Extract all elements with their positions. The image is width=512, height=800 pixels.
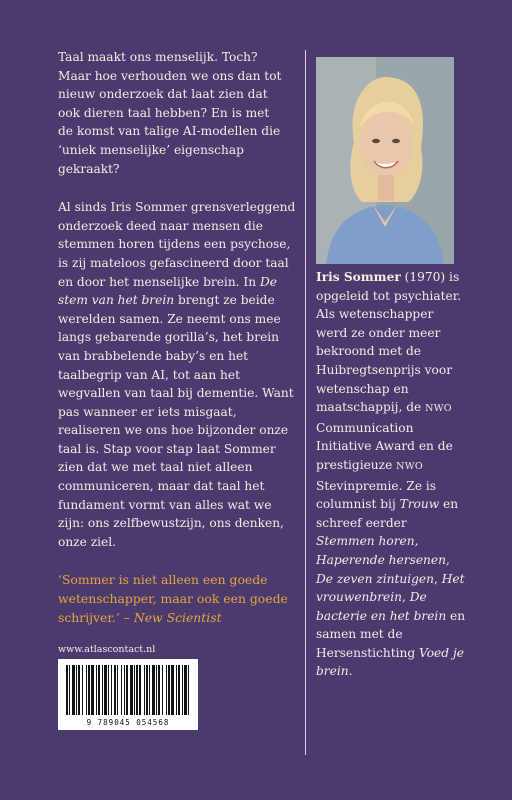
blurb-column <box>58 48 296 627</box>
barcode-bar <box>104 665 107 715</box>
barcode-bar <box>121 665 122 715</box>
barcode-bar <box>162 665 163 715</box>
book-title: De stem van het brein <box>58 274 277 308</box>
bio-text-6: . <box>348 664 353 679</box>
column-divider <box>305 50 306 755</box>
barcode-bar <box>76 665 77 715</box>
barcode-bar <box>124 665 125 715</box>
bio-text-2: Communication Initiative Award en de prestigieuze <box>316 420 453 472</box>
bio-newspaper: Trouw <box>399 497 440 512</box>
bio-text-5: en samen met de Hersenstichting <box>316 608 466 660</box>
barcode-bars <box>58 659 198 719</box>
barcode <box>58 659 198 730</box>
barcode-bar <box>98 665 100 715</box>
author-name: Iris Sommer <box>316 270 401 284</box>
bio-book-2: Haperende hersenen <box>316 552 446 567</box>
body-paragraph <box>58 198 296 551</box>
press-quote <box>58 571 296 627</box>
barcode-bar <box>149 665 150 715</box>
barcode-bar <box>82 665 83 715</box>
barcode-bar <box>184 665 187 715</box>
barcode-bar <box>130 665 133 715</box>
author-bio <box>316 268 466 681</box>
quote-text: ‘Sommer is niet alleen een goede wetenschapper, maar ook een goede schrijver.’ – <box>58 572 288 625</box>
bio-nwo-2: NWO <box>396 460 423 472</box>
barcode-bar <box>168 665 170 715</box>
barcode-bar <box>78 665 80 715</box>
barcode-bar <box>126 665 128 715</box>
bio-book-5: De bacterie en het brein <box>316 590 447 623</box>
barcode-bar <box>136 665 138 715</box>
barcode-bar <box>144 665 145 715</box>
barcode-bar <box>146 665 148 715</box>
bio-sep-3: , <box>434 571 442 586</box>
barcode-bar <box>117 665 118 715</box>
isbn-number: 9 789045 054568 <box>86 718 170 727</box>
barcode-bar <box>156 665 157 715</box>
bio-book-1: Stemmen horen <box>316 534 415 549</box>
bio-book-4: Het vrouwenbrein <box>316 571 465 605</box>
author-photo <box>316 57 454 264</box>
barcode-bar <box>178 665 180 715</box>
body-text-2: brengt ze beide werelden samen. Ze neemt ons mee langs gebarende gorilla’s, het brein van brabbelende baby’s en het taalbegrip van AI, tot aan het wegvallen van taal bij dementie. Want pas wanneer er iets misgaat, realiseren we ons hoe bijzonder onze taal is. Stap voor stap laat Sommer zien dat we met taal niet alleen communiceren, maar dat taal het fundament vormt van alles wat we zijn: ons zelfbewustzijn, ons denken, onze ziel. <box>58 293 294 549</box>
barcode-bar <box>171 665 174 715</box>
barcode-bar <box>69 665 70 715</box>
bio-book-6: Voed je brein <box>316 645 464 679</box>
barcode-bar <box>102 665 103 715</box>
barcode-bar <box>158 665 160 715</box>
bio-text-3: Stevinpremie. Ze is columnist bij <box>316 478 437 512</box>
barcode-bar <box>111 665 112 715</box>
barcode-bar <box>86 665 87 715</box>
barcode-bar <box>96 665 97 715</box>
bio-text-4: en schreef eerder <box>316 497 459 530</box>
barcode-bar <box>139 665 141 715</box>
barcode-bar <box>166 665 167 715</box>
barcode-bar <box>72 665 75 715</box>
barcode-bar <box>91 665 94 715</box>
barcode-bar <box>176 665 177 715</box>
barcode-bar <box>182 665 183 715</box>
author-year: (1970) <box>404 270 446 284</box>
barcode-bar <box>152 665 155 715</box>
barcode-bar <box>88 665 90 715</box>
barcode-bar <box>66 665 68 715</box>
bio-sep-4: , <box>401 590 410 605</box>
barcode-bar <box>188 665 189 715</box>
bio-sep-1: , <box>414 534 419 549</box>
bio-sep-2: , <box>445 552 450 567</box>
bio-text-1: is opgeleid tot psychiater. Als wetenschapper werd ze onder meer bekroond met de Huibregtsenprijs voor wetenschap en maatschappij, de <box>316 270 462 415</box>
bio-nwo-1: NWO <box>425 403 452 415</box>
quote-source: New Scientist <box>133 609 222 625</box>
body-text-1: Al sinds Iris Sommer grensverleggend onderzoek deed naar mensen die stemmen horen tijdens een psychose, is zij mateloos gefascineerd door taal en door het menselijke brein. In <box>58 200 296 289</box>
publisher-url: www.atlascontact.nl <box>58 644 156 655</box>
author-portrait-image <box>316 57 454 264</box>
barcode-bar <box>134 665 135 715</box>
barcode-bar <box>108 665 109 715</box>
intro-paragraph: Taal maakt ons menselijk. Toch? Maar hoe verhouden we ons dan tot nieuw onderzoek dat laat zien dat ook dieren taal hebben? En is met de komst van talige AI-modellen die ‘uniek menselijke’ eigenschap gekraakt? <box>58 50 282 176</box>
bio-book-3: De zeven zintuigen <box>316 571 434 586</box>
barcode-bar <box>114 665 116 715</box>
